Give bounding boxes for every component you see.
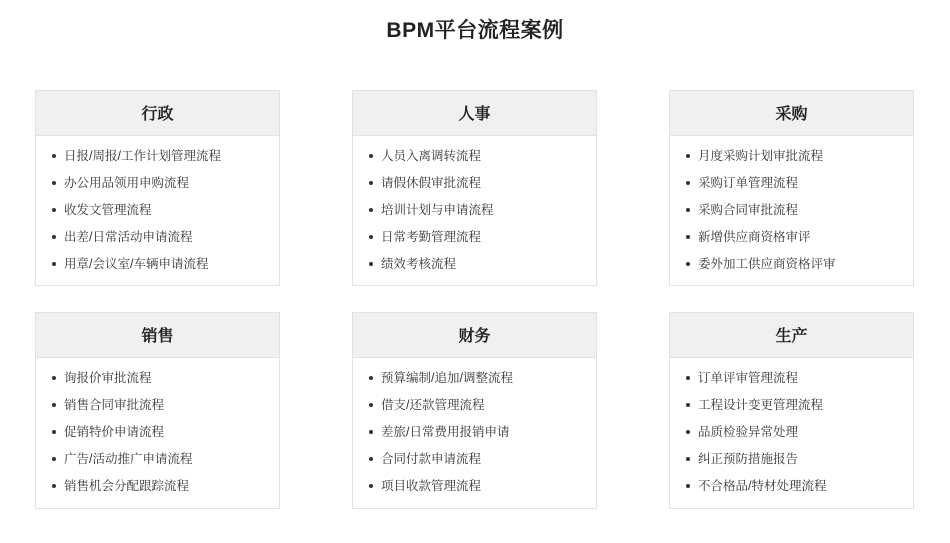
list-item[interactable]: [680, 424, 903, 441]
list-item[interactable]: [46, 370, 269, 387]
bullet-icon: [52, 430, 56, 434]
list-item-label: 日报/周报/工作计划管理流程: [64, 149, 221, 163]
bullet-icon: [52, 208, 56, 212]
list-item-label: 项目收款管理流程: [381, 478, 482, 493]
list-item-label: 收发文管理流程: [64, 202, 152, 217]
card-header-title: 生产: [670, 313, 913, 358]
list-item-label: 预算编制/追加/调整流程: [381, 371, 513, 386]
list-item[interactable]: [680, 478, 903, 495]
list-item[interactable]: [680, 229, 903, 246]
bullet-icon: [686, 376, 690, 380]
bullet-icon: [52, 181, 56, 185]
list-item[interactable]: [46, 397, 269, 414]
card-body: [36, 358, 279, 507]
list-item-label: 办公用品领用申购流程: [64, 175, 190, 190]
list-item-label: 培训计划与申请流程: [381, 202, 494, 217]
list-item-label: 采购订单管理流程: [698, 175, 799, 190]
process-card: [669, 312, 914, 508]
list-item[interactable]: [363, 256, 586, 273]
list-item-label: 采购合同审批流程: [698, 202, 799, 217]
list-item[interactable]: [363, 370, 586, 387]
list-item[interactable]: [363, 451, 586, 468]
list-item-label: 广告/活动推广申请流程: [64, 452, 193, 466]
bullet-icon: [369, 208, 373, 212]
card-header-title: 采购: [670, 91, 913, 136]
bullet-icon: [52, 403, 56, 407]
card-header-title: 财务: [353, 313, 596, 358]
list-item-label: 出差/日常活动申请流程: [64, 229, 193, 244]
list-item-label: 新增供应商资格审评: [698, 229, 811, 244]
process-list: [46, 370, 269, 494]
bullet-icon: [686, 430, 690, 434]
process-list: [363, 148, 586, 272]
list-item-label: 绩效考核流程: [381, 256, 457, 271]
list-item[interactable]: [46, 256, 269, 273]
bullet-icon: [52, 484, 56, 488]
list-item[interactable]: [363, 175, 586, 192]
list-item[interactable]: [680, 175, 903, 192]
bullet-icon: [369, 235, 373, 239]
bullet-icon: [686, 403, 690, 407]
bullet-icon: [369, 403, 373, 407]
list-item-label: 纠正预防措施报告: [698, 452, 799, 466]
bullet-icon: [369, 376, 373, 380]
list-item[interactable]: [680, 451, 903, 468]
bullet-icon: [369, 154, 373, 158]
card-body: [353, 136, 596, 285]
card-header-title: 行政: [36, 91, 279, 136]
list-item[interactable]: [46, 424, 269, 441]
process-list: [363, 370, 586, 494]
bullet-icon: [686, 262, 690, 266]
bullet-icon: [52, 262, 56, 266]
list-item[interactable]: [680, 256, 903, 273]
bullet-icon: [686, 181, 690, 185]
list-item-label: 月度采购计划审批流程: [698, 149, 824, 163]
bullet-icon: [369, 430, 373, 434]
card-header-title: 销售: [36, 313, 279, 358]
card-body: [36, 136, 279, 285]
list-item-label: 人员入离调转流程: [381, 149, 482, 163]
list-item[interactable]: [46, 451, 269, 468]
bullet-icon: [686, 457, 690, 461]
page-title: BPM平台流程案例: [386, 19, 564, 42]
list-item[interactable]: [46, 202, 269, 219]
bullet-icon: [369, 181, 373, 185]
list-item[interactable]: [46, 148, 269, 165]
process-list: [680, 148, 903, 272]
list-item[interactable]: [46, 175, 269, 192]
list-item[interactable]: [363, 478, 586, 495]
list-item-label: 品质检验异常处理: [698, 425, 799, 440]
list-item[interactable]: [363, 148, 586, 165]
process-card: [35, 90, 280, 286]
card-body: [670, 358, 913, 507]
list-item[interactable]: [680, 370, 903, 387]
list-item[interactable]: [680, 202, 903, 219]
list-item-label: 差旅/日常费用报销申请: [381, 425, 510, 440]
list-item-label: 销售机会分配跟踪流程: [64, 478, 190, 493]
list-item[interactable]: [363, 229, 586, 246]
list-item-label: 用章/会议室/车辆申请流程: [64, 256, 209, 271]
list-item[interactable]: [363, 202, 586, 219]
list-item-label: 借支/还款管理流程: [381, 398, 485, 413]
list-item-label: 委外加工供应商资格评审: [698, 256, 836, 271]
list-item-label: 不合格品/特材处理流程: [698, 478, 827, 493]
bullet-icon: [686, 154, 690, 158]
bullet-icon: [686, 235, 690, 239]
bullet-icon: [369, 457, 373, 461]
bullet-icon: [52, 154, 56, 158]
list-item[interactable]: [46, 478, 269, 495]
bullet-icon: [686, 208, 690, 212]
list-item[interactable]: [363, 424, 586, 441]
process-card: [669, 90, 914, 286]
list-item-label: 请假休假审批流程: [381, 175, 482, 190]
bullet-icon: [369, 262, 373, 266]
bullet-icon: [369, 484, 373, 488]
list-item[interactable]: [680, 148, 903, 165]
bullet-icon: [686, 484, 690, 488]
process-list: [46, 148, 269, 272]
process-card: [352, 90, 597, 286]
list-item-label: 合同付款申请流程: [381, 452, 482, 466]
list-item[interactable]: [363, 397, 586, 414]
card-body: [353, 358, 596, 507]
list-item-label: 日常考勤管理流程: [381, 229, 482, 244]
list-item[interactable]: [46, 229, 269, 246]
bullet-icon: [52, 457, 56, 461]
card-body: [670, 136, 913, 285]
list-item[interactable]: [680, 397, 903, 414]
process-list: [680, 370, 903, 494]
list-item-label: 工程设计变更管理流程: [698, 398, 824, 413]
list-item-label: 销售合同审批流程: [64, 398, 165, 413]
card-header-title: 人事: [353, 91, 596, 136]
list-item-label: 订单评审管理流程: [698, 371, 799, 386]
bullet-icon: [52, 235, 56, 239]
list-item-label: 询报价审批流程: [64, 371, 152, 386]
bullet-icon: [52, 376, 56, 380]
process-card: [35, 312, 280, 508]
process-card: [352, 312, 597, 508]
process-card-grid: [35, 44, 915, 509]
list-item-label: 促销特价申请流程: [64, 425, 165, 440]
